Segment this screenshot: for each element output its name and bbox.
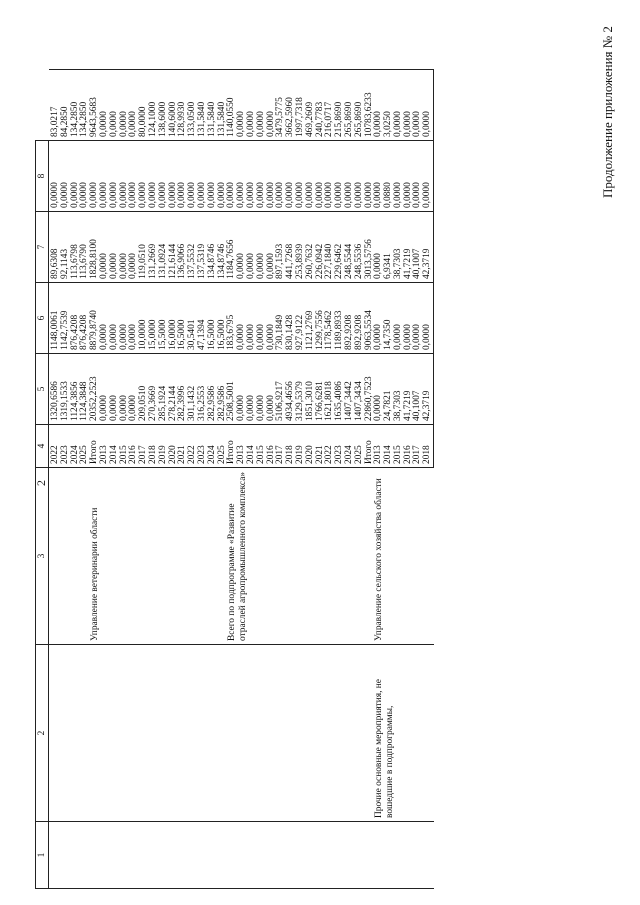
value-cell: 0,0000 bbox=[345, 141, 355, 212]
year-cell: 2018 bbox=[286, 425, 296, 468]
column-header-2: 2 bbox=[36, 645, 49, 822]
value-cell: 1319,1533 bbox=[61, 354, 71, 425]
value-cell: 121,6144 bbox=[169, 212, 179, 283]
value-cell: 0,0000 bbox=[267, 70, 277, 141]
value-cell: 1299,7556 bbox=[316, 283, 326, 354]
value-cell: 16,0000 bbox=[169, 283, 179, 354]
value-cell: 1407,3442 bbox=[345, 354, 355, 425]
value-cell: 0,0000 bbox=[129, 141, 139, 212]
value-cell: 0,0000 bbox=[110, 283, 120, 354]
value-cell: 16,5000 bbox=[218, 283, 228, 354]
value-cell: 15,5000 bbox=[159, 283, 169, 354]
value-cell: 9643,5683 bbox=[90, 70, 100, 141]
executor-cell bbox=[49, 468, 91, 645]
year-cell: 2017 bbox=[413, 425, 423, 468]
value-cell: 0,0000 bbox=[365, 141, 375, 212]
value-cell: 270,3669 bbox=[149, 354, 159, 425]
value-cell: 0,0000 bbox=[257, 70, 267, 141]
value-cell: 0,0000 bbox=[374, 354, 384, 425]
year-cell: 2017 bbox=[276, 425, 286, 468]
page-number: 2 bbox=[34, 480, 48, 486]
value-cell: 876,4208 bbox=[71, 283, 81, 354]
value-cell: 1184,7656 bbox=[227, 212, 237, 283]
value-cell: 892,9208 bbox=[345, 283, 355, 354]
year-cell: 2018 bbox=[149, 425, 159, 468]
year-cell: 2022 bbox=[49, 425, 61, 468]
value-cell: 16,5000 bbox=[178, 283, 188, 354]
value-cell: 131,5840 bbox=[218, 70, 228, 141]
value-cell: 0,0000 bbox=[237, 283, 247, 354]
year-cell: 2016 bbox=[404, 425, 414, 468]
value-cell: 0,0000 bbox=[267, 141, 277, 212]
value-cell: 131,5840 bbox=[198, 70, 208, 141]
year-cell: 2014 bbox=[247, 425, 257, 468]
year-cell: 2021 bbox=[316, 425, 326, 468]
value-cell: 0,0000 bbox=[110, 212, 120, 283]
value-cell: 0,0000 bbox=[286, 141, 296, 212]
value-cell: 0,0000 bbox=[306, 141, 316, 212]
value-cell: 92,1143 bbox=[61, 212, 71, 283]
value-cell: 0,0000 bbox=[237, 354, 247, 425]
value-cell: 0,0000 bbox=[100, 354, 110, 425]
year-cell: 2022 bbox=[188, 425, 198, 468]
year-cell: 2024 bbox=[345, 425, 355, 468]
value-cell: 14,7350 bbox=[384, 283, 394, 354]
value-cell: 136,9066 bbox=[178, 212, 188, 283]
value-cell: 131,2669 bbox=[149, 212, 159, 283]
value-cell: 183,6795 bbox=[227, 283, 237, 354]
value-cell: 0,0000 bbox=[120, 354, 130, 425]
value-cell: 0,0000 bbox=[247, 283, 257, 354]
value-cell: 265,8690 bbox=[345, 70, 355, 141]
year-cell: 2014 bbox=[384, 425, 394, 468]
value-cell: 0,0000 bbox=[149, 141, 159, 212]
year-cell: 2024 bbox=[71, 425, 81, 468]
year-cell: 2015 bbox=[120, 425, 130, 468]
year-cell: 2022 bbox=[325, 425, 335, 468]
value-cell: 0,0000 bbox=[413, 70, 423, 141]
value-cell: 128,9930 bbox=[178, 70, 188, 141]
value-cell: 0,0000 bbox=[188, 141, 198, 212]
value-cell: 3479,5775 bbox=[276, 70, 286, 141]
value-cell: 1121,2769 bbox=[306, 283, 316, 354]
year-cell: 2013 bbox=[100, 425, 110, 468]
year-cell: 2015 bbox=[257, 425, 267, 468]
value-cell: 1140,0550 bbox=[227, 70, 237, 141]
value-cell: 830,1428 bbox=[286, 283, 296, 354]
value-cell: 226,0942 bbox=[316, 212, 326, 283]
value-cell: 0,0000 bbox=[178, 141, 188, 212]
value-cell: 0,0000 bbox=[120, 283, 130, 354]
column1-cell bbox=[374, 822, 433, 889]
year-cell: 2016 bbox=[129, 425, 139, 468]
year-cell: 2019 bbox=[159, 425, 169, 468]
value-cell: 134,2850 bbox=[80, 70, 90, 141]
value-cell: 0,0000 bbox=[100, 283, 110, 354]
year-cell: 2021 bbox=[178, 425, 188, 468]
value-cell: 0,0000 bbox=[198, 141, 208, 212]
value-cell: 0,0000 bbox=[374, 70, 384, 141]
value-cell: 0,0000 bbox=[423, 141, 433, 212]
value-cell: 0,0000 bbox=[276, 141, 286, 212]
appendix-caption: Продолжение приложения № 2 bbox=[600, 26, 615, 198]
value-cell: 0,0000 bbox=[237, 70, 247, 141]
value-cell: 1621,8018 bbox=[325, 354, 335, 425]
value-cell: 119,0510 bbox=[139, 212, 149, 283]
value-cell: 40,1007 bbox=[413, 212, 423, 283]
value-cell: 10,0000 bbox=[139, 283, 149, 354]
value-cell: 1189,8933 bbox=[335, 283, 345, 354]
value-cell: 0,0000 bbox=[423, 70, 433, 141]
value-cell: 1148,0061 bbox=[49, 283, 61, 354]
value-cell: 38,7303 bbox=[394, 354, 404, 425]
value-cell: 0,0000 bbox=[267, 283, 277, 354]
value-cell: 240,7783 bbox=[316, 70, 326, 141]
value-cell: 260,7632 bbox=[306, 212, 316, 283]
value-cell: 0,0000 bbox=[404, 283, 414, 354]
value-cell: 285,1924 bbox=[159, 354, 169, 425]
value-cell: 1178,5462 bbox=[325, 283, 335, 354]
value-cell: 0,0000 bbox=[413, 283, 423, 354]
value-cell: 1124,3856 bbox=[71, 354, 81, 425]
value-cell: 6,9341 bbox=[384, 212, 394, 283]
value-cell: 0,0000 bbox=[129, 212, 139, 283]
year-cell: 2017 bbox=[139, 425, 149, 468]
value-cell: 0,0000 bbox=[129, 283, 139, 354]
event-name-cell bbox=[49, 645, 91, 822]
value-cell: 0,0000 bbox=[237, 141, 247, 212]
column-header-6: 6 bbox=[36, 283, 49, 354]
value-cell: 215,8690 bbox=[335, 70, 345, 141]
value-cell: 8879,8740 bbox=[90, 283, 100, 354]
value-cell: 0,0000 bbox=[267, 212, 277, 283]
value-cell: 134,2850 bbox=[71, 70, 81, 141]
value-cell: 0,0000 bbox=[374, 141, 384, 212]
value-cell: 4934,4656 bbox=[286, 354, 296, 425]
value-cell: 0,0000 bbox=[100, 70, 110, 141]
value-cell: 113,6798 bbox=[71, 212, 81, 283]
value-cell: 0,0000 bbox=[423, 283, 433, 354]
value-cell: 0,0000 bbox=[296, 141, 306, 212]
value-cell: 41,7219 bbox=[404, 212, 414, 283]
value-cell: 0,0000 bbox=[355, 141, 365, 212]
year-cell: 2025 bbox=[80, 425, 90, 468]
value-cell: 113,6790 bbox=[80, 212, 90, 283]
value-cell: 0,0000 bbox=[100, 212, 110, 283]
value-cell: 1997,7318 bbox=[296, 70, 306, 141]
column-header-7: 7 bbox=[36, 212, 49, 283]
value-cell: 892,9208 bbox=[355, 283, 365, 354]
value-cell: 301,1432 bbox=[188, 354, 198, 425]
value-cell: 1635,4086 bbox=[335, 354, 345, 425]
value-cell: 0,0000 bbox=[129, 70, 139, 141]
value-cell: 16,5000 bbox=[208, 283, 218, 354]
value-cell: 0,0000 bbox=[120, 212, 130, 283]
value-cell: 0,0000 bbox=[120, 70, 130, 141]
year-cell: 2020 bbox=[169, 425, 179, 468]
year-cell: 2023 bbox=[198, 425, 208, 468]
column-header-5: 5 bbox=[36, 354, 49, 425]
value-cell: 730,1849 bbox=[276, 283, 286, 354]
value-cell: 216,0717 bbox=[325, 70, 335, 141]
value-cell: 0,0000 bbox=[394, 283, 404, 354]
column1-cell bbox=[90, 822, 227, 889]
value-cell: 40,1007 bbox=[413, 354, 423, 425]
value-cell: 3013,5756 bbox=[365, 212, 375, 283]
value-cell: 229,6462 bbox=[335, 212, 345, 283]
table-body bbox=[49, 70, 434, 889]
year-cell: 2018 bbox=[423, 425, 433, 468]
value-cell: 248,5536 bbox=[355, 212, 365, 283]
value-cell: 0,0000 bbox=[90, 141, 100, 212]
value-cell: 897,1593 bbox=[276, 212, 286, 283]
year-cell: 2025 bbox=[355, 425, 365, 468]
value-cell: 0,0000 bbox=[129, 354, 139, 425]
column-header-1: 1 bbox=[36, 822, 49, 889]
executor-cell: Управление ветеринарии области bbox=[90, 468, 227, 645]
budget-table bbox=[35, 69, 434, 889]
value-cell: 38,7303 bbox=[394, 212, 404, 283]
value-cell: 30,5401 bbox=[188, 283, 198, 354]
value-cell: 3662,5960 bbox=[286, 70, 296, 141]
value-cell: 0,0000 bbox=[325, 141, 335, 212]
value-cell: 47,1394 bbox=[198, 283, 208, 354]
event-name-cell bbox=[227, 645, 374, 822]
value-cell: 0,0000 bbox=[120, 141, 130, 212]
value-cell: 927,9122 bbox=[296, 283, 306, 354]
value-cell: 0,0000 bbox=[257, 354, 267, 425]
value-cell: 0,0000 bbox=[208, 141, 218, 212]
value-cell: 2508,5001 bbox=[227, 354, 237, 425]
year-cell: 2016 bbox=[267, 425, 277, 468]
executor-cell: Всего по подпрограмме «Развитие отраслей агропромышленного комплекса» bbox=[227, 468, 374, 645]
value-cell: 209,0510 bbox=[139, 354, 149, 425]
value-cell: 140,6000 bbox=[169, 70, 179, 141]
value-cell: 1320,6586 bbox=[49, 354, 61, 425]
value-cell: 20352,2523 bbox=[90, 354, 100, 425]
value-cell: 1828,8100 bbox=[90, 212, 100, 283]
value-cell: 0,0000 bbox=[110, 70, 120, 141]
value-cell: 0,0000 bbox=[257, 283, 267, 354]
value-cell: 248,5544 bbox=[345, 212, 355, 283]
value-cell: 1766,6281 bbox=[316, 354, 326, 425]
value-cell: 10783,6233 bbox=[365, 70, 375, 141]
value-cell: 133,0500 bbox=[188, 70, 198, 141]
column1-cell bbox=[49, 822, 91, 889]
column-header-4: 4 bbox=[36, 425, 49, 468]
value-cell: 131,5840 bbox=[208, 70, 218, 141]
value-cell: 15,0000 bbox=[149, 283, 159, 354]
value-cell: 0,0000 bbox=[110, 354, 120, 425]
value-cell: 0,0000 bbox=[404, 141, 414, 212]
value-cell: 0,0000 bbox=[404, 70, 414, 141]
value-cell: 0,0000 bbox=[394, 141, 404, 212]
value-cell: 24,7821 bbox=[384, 354, 394, 425]
year-cell: 2020 bbox=[306, 425, 316, 468]
value-cell: 0,0000 bbox=[100, 141, 110, 212]
value-cell: 0,0000 bbox=[169, 141, 179, 212]
table-row bbox=[49, 70, 61, 889]
value-cell: 83,0217 bbox=[49, 70, 61, 141]
value-cell: 0,0000 bbox=[257, 212, 267, 283]
event-name-cell bbox=[90, 645, 227, 822]
value-cell: 0,0000 bbox=[413, 141, 423, 212]
value-cell: 134,8746 bbox=[208, 212, 218, 283]
value-cell: 137,5532 bbox=[188, 212, 198, 283]
year-cell: 2023 bbox=[61, 425, 71, 468]
year-cell: 2024 bbox=[208, 425, 218, 468]
value-cell: 0,0000 bbox=[247, 354, 257, 425]
year-cell: 2013 bbox=[374, 425, 384, 468]
value-cell: 0,0000 bbox=[61, 141, 71, 212]
value-cell: 1124,3848 bbox=[80, 354, 90, 425]
value-cell: 0,0000 bbox=[267, 354, 277, 425]
value-cell: 282,9586 bbox=[218, 354, 228, 425]
column-header-8: 8 bbox=[36, 141, 49, 212]
event-name-cell: Прочие основные мероприятия, не вошедшие в подпрограммы, bbox=[374, 645, 433, 822]
value-cell: 137,5319 bbox=[198, 212, 208, 283]
value-cell: 265,8690 bbox=[355, 70, 365, 141]
value-cell: 0,0000 bbox=[71, 141, 81, 212]
value-cell: 0,0000 bbox=[110, 141, 120, 212]
value-cell: 0,0000 bbox=[227, 141, 237, 212]
value-cell: 3129,5379 bbox=[296, 354, 306, 425]
value-cell: 131,0924 bbox=[159, 212, 169, 283]
value-cell: 0,0000 bbox=[374, 212, 384, 283]
value-cell: 0,0000 bbox=[218, 141, 228, 212]
value-cell: 138,6000 bbox=[159, 70, 169, 141]
value-cell: 0,0000 bbox=[257, 141, 267, 212]
value-cell: 876,4208 bbox=[80, 283, 90, 354]
value-cell: 5106,9217 bbox=[276, 354, 286, 425]
value-cell: 80,0000 bbox=[139, 70, 149, 141]
year-cell: 2013 bbox=[237, 425, 247, 468]
value-cell: 1142,7539 bbox=[61, 283, 71, 354]
year-cell: 2025 bbox=[218, 425, 228, 468]
value-cell: 89,6308 bbox=[49, 212, 61, 283]
value-cell: 41,7219 bbox=[404, 354, 414, 425]
value-cell: 278,2144 bbox=[169, 354, 179, 425]
value-cell: 0,0000 bbox=[316, 141, 326, 212]
executor-cell: Управление сельского хозяйства области bbox=[374, 468, 433, 645]
value-cell: 9063,5534 bbox=[365, 283, 375, 354]
value-cell: 0,0880 bbox=[384, 141, 394, 212]
value-cell: 0,0000 bbox=[159, 141, 169, 212]
value-cell: 0,0000 bbox=[139, 141, 149, 212]
value-cell: 22860,7523 bbox=[365, 354, 375, 425]
value-cell: 0,0000 bbox=[247, 212, 257, 283]
column1-cell bbox=[227, 822, 374, 889]
value-cell: 0,0000 bbox=[335, 141, 345, 212]
value-cell: 282,9586 bbox=[208, 354, 218, 425]
year-cell: Итого bbox=[365, 425, 375, 468]
year-cell: Итого bbox=[227, 425, 237, 468]
value-cell: 469,2609 bbox=[306, 70, 316, 141]
year-cell: 2019 bbox=[296, 425, 306, 468]
value-cell: 42,3719 bbox=[423, 354, 433, 425]
value-cell: 42,3719 bbox=[423, 212, 433, 283]
value-cell: 0,0000 bbox=[49, 141, 61, 212]
value-cell: 0,0000 bbox=[80, 141, 90, 212]
value-cell: 0,0000 bbox=[394, 70, 404, 141]
value-cell: 1407,3434 bbox=[355, 354, 365, 425]
value-cell: 441,7268 bbox=[286, 212, 296, 283]
year-cell: 2023 bbox=[335, 425, 345, 468]
value-cell: 0,0000 bbox=[374, 283, 384, 354]
value-cell: 253,8939 bbox=[296, 212, 306, 283]
column-header-3: 3 bbox=[36, 468, 49, 645]
value-cell: 227,1840 bbox=[325, 212, 335, 283]
value-cell: 282,3996 bbox=[178, 354, 188, 425]
value-cell: 134,8746 bbox=[218, 212, 228, 283]
year-cell: Итого bbox=[90, 425, 100, 468]
year-cell: 2015 bbox=[394, 425, 404, 468]
year-cell: 2014 bbox=[110, 425, 120, 468]
value-cell: 84,2850 bbox=[61, 70, 71, 141]
value-cell: 1851,3010 bbox=[306, 354, 316, 425]
value-cell: 0,0000 bbox=[247, 141, 257, 212]
value-cell: 0,0000 bbox=[237, 212, 247, 283]
value-cell: 316,2553 bbox=[198, 354, 208, 425]
value-cell: 3,0250 bbox=[384, 70, 394, 141]
value-cell: 124,1000 bbox=[149, 70, 159, 141]
table-header bbox=[36, 70, 49, 889]
value-cell: 0,0000 bbox=[247, 70, 257, 141]
